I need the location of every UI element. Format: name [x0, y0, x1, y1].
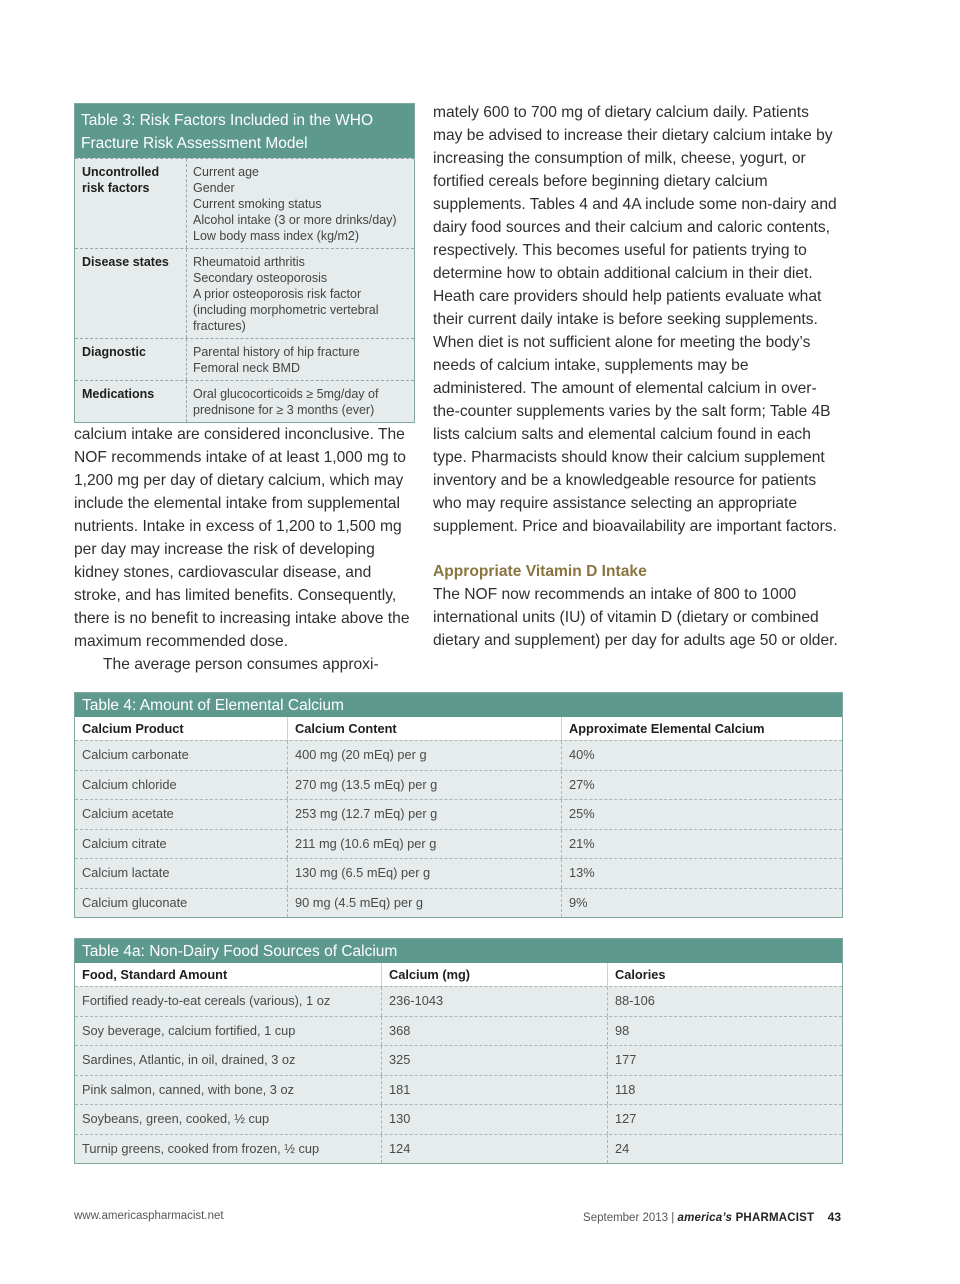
table-4a	[74, 938, 843, 1164]
row-label: Disease states	[75, 249, 187, 338]
row-label: Medications	[75, 381, 187, 422]
table-row: Calcium citrate 211 mg (10.6 mEq) per g 21%	[75, 829, 842, 859]
row-values: Rheumatoid arthritis Secondary osteoporosis A prior osteoporosis risk factor (including morphometric vertebral fractures)	[193, 255, 379, 333]
column-header: Food, Standard Amount	[75, 963, 382, 986]
table-row: Calcium lactate 130 mg (6.5 mEq) per g 13%	[75, 858, 842, 888]
column-header: Calcium (mg)	[382, 963, 608, 986]
row-label: Uncontrolled risk factors	[75, 159, 187, 248]
left-column	[74, 423, 416, 676]
table-4-caption: Table 4: Amount of Elemental Calcium	[75, 693, 842, 717]
website-url: www.americaspharmacist.net	[74, 1210, 224, 1222]
table-row: Calcium gluconate 90 mg (4.5 mEq) per g 9%	[75, 888, 842, 918]
body-paragraph: calcium intake are considered inconclusive. The NOF recommends intake of at least 1,000 mg to 1,200 mg per day of dietary calcium, which may include the elemental intake from supplemental nutrients. Intake in excess of 1,200 to 1,500 mg per day may increase the risk of developing kidney stones, cardiovascular disease, and stroke, and has limited benefits. Consequently, there is no benefit to increasing intake above the maximum recommended dose.	[74, 426, 410, 650]
table-4	[74, 692, 843, 918]
section-heading: Appropriate Vitamin D Intake	[433, 563, 647, 580]
column-header: Calcium Product	[75, 717, 288, 740]
table-3-caption: Table 3: Risk Factors Included in the WHO Fracture Risk Assessment Model	[75, 104, 414, 158]
table-row	[75, 158, 414, 248]
table-4a-caption: Table 4a: Non-Dairy Food Sources of Calcium	[75, 939, 842, 963]
body-paragraph: The average person consumes approxi-	[103, 656, 379, 673]
footer-right	[583, 1210, 841, 1224]
magazine-logo: america’s PHARMACIST	[677, 1212, 815, 1224]
table-header	[75, 963, 842, 986]
table-row: Fortified ready-to-eat cereals (various), 1 oz 236-1043 88-106	[75, 986, 842, 1016]
table-row: Calcium carbonate 400 mg (20 mEq) per g 40%	[75, 740, 842, 770]
table-3	[74, 103, 415, 423]
table-row	[75, 248, 414, 338]
table-row: Pink salmon, canned, with bone, 3 oz 181 118	[75, 1075, 842, 1105]
column-header: Approximate Elemental Calcium	[569, 721, 765, 736]
table-row: Soy beverage, calcium fortified, 1 cup 368 98	[75, 1016, 842, 1046]
issue-date: September 2013	[583, 1212, 669, 1224]
table-row: Turnip greens, cooked from frozen, ½ cup 124 24	[75, 1134, 842, 1164]
table-row: Calcium acetate 253 mg (12.7 mEq) per g 25%	[75, 799, 842, 829]
column-header: Calcium Content	[288, 717, 562, 740]
footer-separator: |	[671, 1212, 675, 1224]
table-header	[75, 717, 842, 740]
table-row	[75, 338, 414, 380]
column-header: Calories	[615, 967, 666, 982]
table-row: Calcium chloride 270 mg (13.5 mEq) per g 27%	[75, 770, 842, 800]
table-row: Sardines, Atlantic, in oil, drained, 3 oz 325 177	[75, 1045, 842, 1075]
table-row: Soybeans, green, cooked, ½ cup 130 127	[75, 1104, 842, 1134]
row-values: Current age Gender Current smoking status Alcohol intake (3 or more drinks/day) Low body mass index (kg/m2)	[193, 165, 397, 243]
page-number: 43	[827, 1210, 841, 1224]
row-label: Diagnostic	[75, 339, 187, 380]
right-column	[433, 101, 841, 652]
table-row	[75, 380, 414, 422]
body-paragraph: The NOF now recommends an intake of 800 to 1000 international units (IU) of vitamin D (dietary or combined dietary and supplement) per day for adults age 50 or older.	[433, 586, 838, 649]
row-values: Oral glucocorticoids ≥ 5mg/day of prednisone for ≥ 3 months (ever)	[193, 387, 379, 417]
row-values: Parental history of hip fracture Femoral neck BMD	[193, 345, 360, 375]
body-paragraph: mately 600 to 700 mg of dietary calcium daily. Patients may be advised to increase their dietary calcium intake by increasing the consumption of milk, cheese, yogurt, or fortified cereals before beginning dietary calcium supplements. Tables 4 and 4A include some non-dairy and dairy food sources and their calcium and caloric contents, respectively. This becomes useful for patients trying to determine how to obtain additional calcium in their diet. Heath care providers should help patients evaluate what their current daily intake is before seeking supplements. When diet is not sufficient alone for meeting the body’s needs of calcium intake, supplements may be administered. The amount of elemental calcium in over-the-counter supplements varies by the salt form; Table 4B lists calcium salts and elemental calcium found in each type. Pharmacists should know their calcium supplement inventory and be a knowledgeable resource for patients who may require assistance selecting an appropriate supplement. Price and bioavailability are important factors.	[433, 104, 837, 535]
